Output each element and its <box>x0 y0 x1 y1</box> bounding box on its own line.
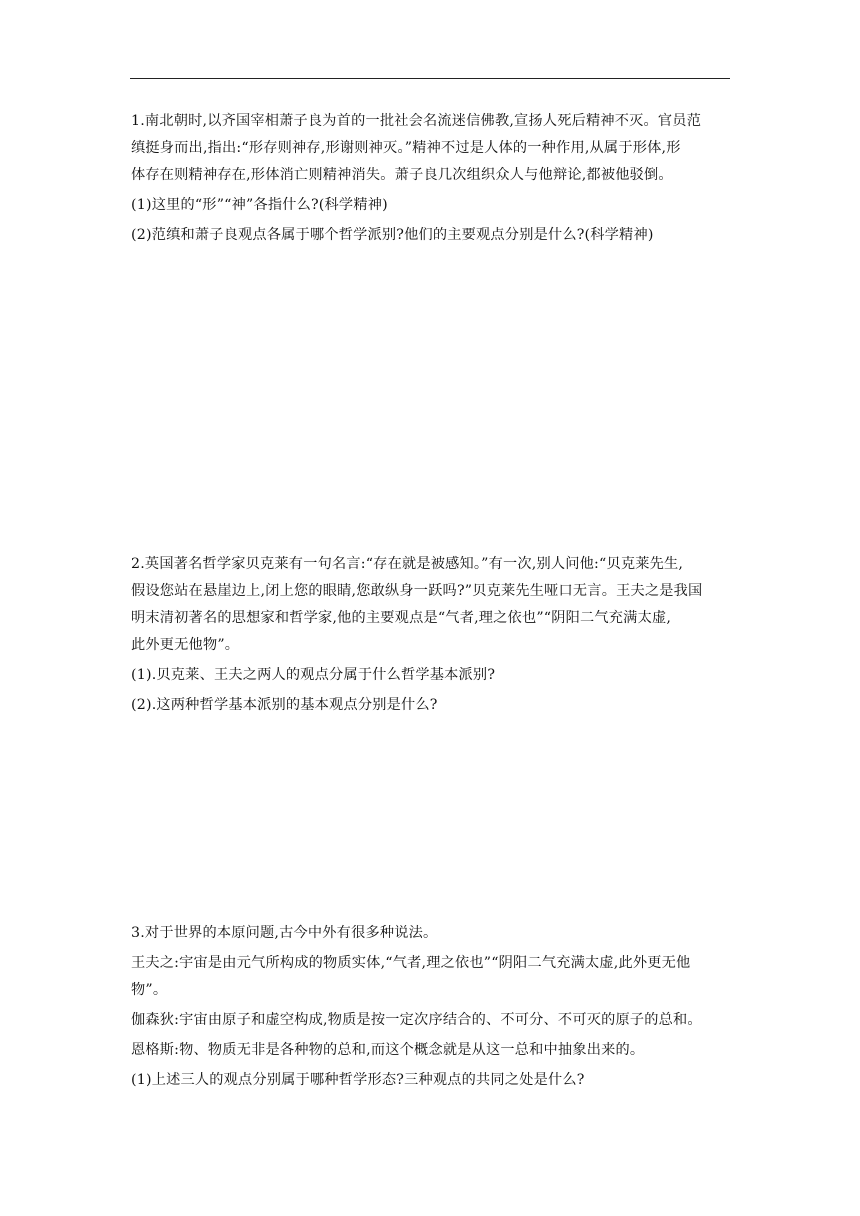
question-2-line-3: 明末清初著名的思想家和哲学家,他的主要观点是“气者,理之依也”“阴阳二气充满太虚, <box>131 610 672 626</box>
question-3-gassendi: 伽森狄:宇宙由原子和虚空构成,物质是按一定次序结合的、不可分、不可灭的原子的总和。 <box>131 1012 702 1028</box>
question-1-line-1: 1.南北朝时,以齐国宰相萧子良为首的一批社会名流迷信佛教,宣扬人死后精神不灭。官员范 <box>131 113 702 129</box>
question-1-line-3: 体存在则精神存在,形体消亡则精神消失。萧子良几次组织众人与他辩论,都被他驳倒。 <box>131 167 673 183</box>
question-1-subquestion-2: (2)范缜和萧子良观点各属于哪个哲学派别?他们的主要观点分别是什么?(科学精神) <box>131 227 654 243</box>
question-2-line-4: 此外更无他物”。 <box>131 637 240 653</box>
question-2 <box>131 551 731 719</box>
question-3 <box>131 920 731 1094</box>
header-rule <box>130 78 730 79</box>
question-2-line-2: 假设您站在悬崖边上,闭上您的眼睛,您敢纵身一跃吗?”贝克莱先生哑口无言。王夫之是我国 <box>131 583 703 599</box>
question-3-intro: 3.对于世界的本原问题,古今中外有很多种说法。 <box>131 925 438 941</box>
question-2-line-1: 2.英国著名哲学家贝克莱有一句名言:“存在就是被感知。”有一次,别人问他:“贝克莱先生, <box>131 556 684 572</box>
question-3-subquestion-1: (1)上述三人的观点分别属于哪种哲学形态?三种观点的共同之处是什么? <box>131 1072 585 1088</box>
question-3-wang-fuzhi-line-1: 王夫之:宇宙是由元气所构成的物质实体,“气者,理之依也”“阴阳二气充满太虚,此外更无他 <box>131 955 691 971</box>
question-1-subquestion-1: (1)这里的“形”“神”各指什么?(科学精神) <box>131 197 388 213</box>
question-2-subquestion-1: (1).贝克莱、王夫之两人的观点分属于什么哲学基本派别? <box>131 667 496 683</box>
question-1 <box>131 108 731 249</box>
question-2-subquestion-2: (2).这两种哲学基本派别的基本观点分别是什么? <box>131 697 438 713</box>
question-1-line-2: 缜挺身而出,指出:“形存则神存,形谢则神灭。”精神不过是人体的一种作用,从属于形体,形 <box>131 140 681 156</box>
question-3-engels: 恩格斯:物、物质无非是各种物的总和,而这个概念就是从这一总和中抽象出来的。 <box>131 1042 645 1058</box>
question-3-wang-fuzhi-line-2: 物”。 <box>131 982 168 998</box>
